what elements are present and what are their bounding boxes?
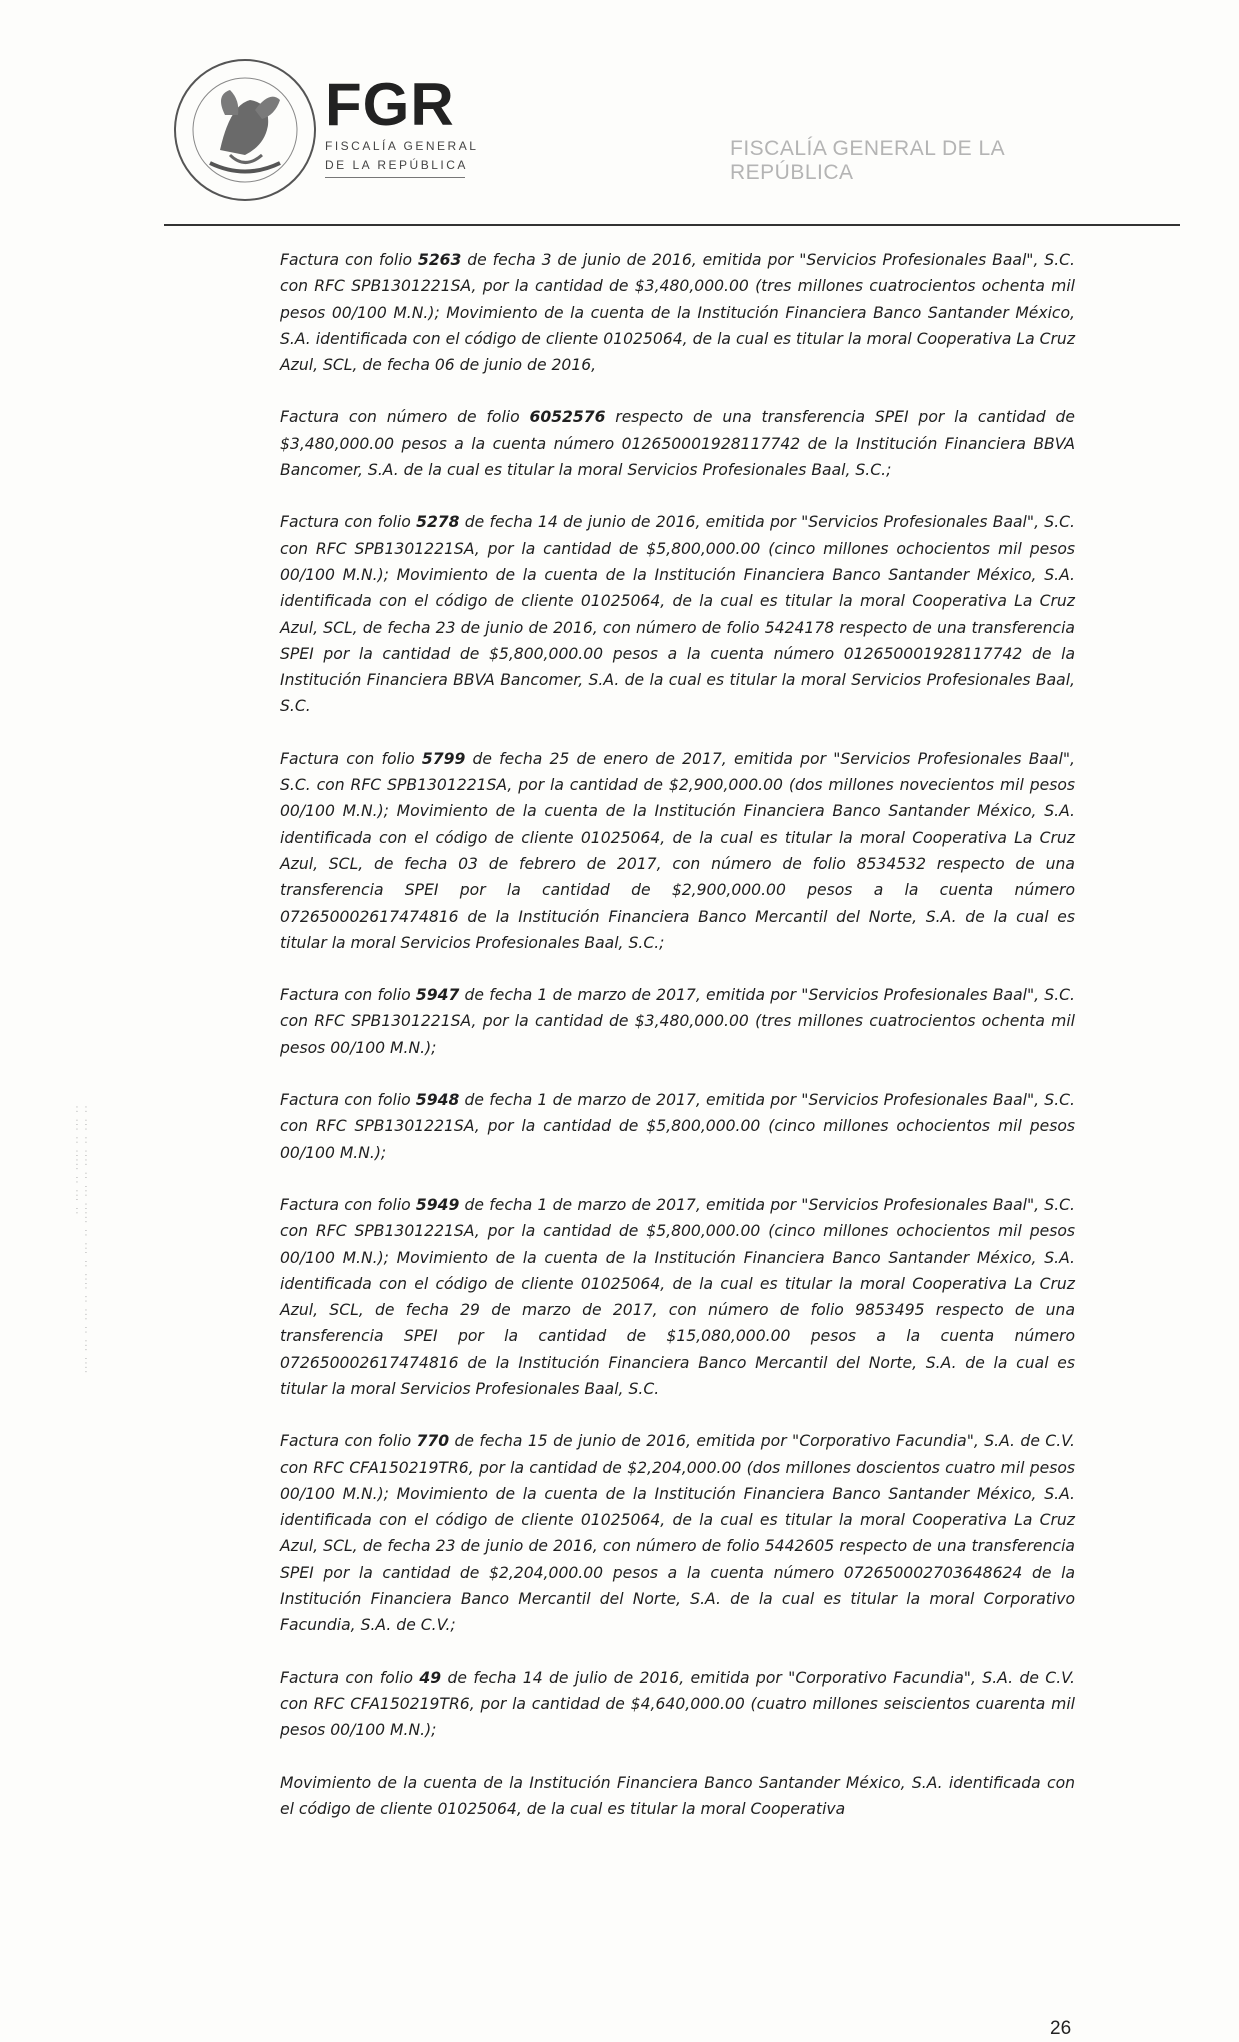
brand-underline [325, 177, 465, 178]
folio-number: 5947 [415, 986, 460, 1005]
brand-subtitle-line2: DE LA REPÚBLICA [325, 158, 468, 172]
paragraph-text: Factura con folio [280, 513, 417, 532]
paragraph-text: de fecha 14 de junio de 2016, emitida por "Servicios Profesionales Baal", S.C. con RFC SPB1301221SA, por la cantidad de $5,800,000.00 (cinco millones ochocientos mil pesos 00/100 M.N.); Movimiento de la cuenta de la Institución Financiera Banco Santander México, S.A. identificada con el código de cliente 01025064, de la cual es titular la moral Cooperativa La Cruz Azul, SCL, de fecha 23 de junio de 2016, con número de folio 5424178 respecto de una transferencia SPEI por la cantidad de $5,800,000.00 pesos a la cuenta número 012650001928117742 de la Institución Financiera BBVA Bancomer, S.A. de la cual es titular la moral Servicios Profesionales Baal, S.C. [280, 513, 1075, 716]
folio-number: 770 [416, 1432, 450, 1451]
invoice-paragraph [280, 982, 1075, 1061]
invoice-paragraph [280, 1192, 1075, 1402]
invoice-paragraph [280, 746, 1075, 956]
invoice-paragraph [280, 509, 1075, 719]
folio-number: 5799 [421, 749, 466, 768]
side-verification-stamp: ·· ··· ·· ···· ·· ··· ····· ·· ··· ·· ···· ·· ··· ·· ··· ···· ·· ··· ·· ····· ·· ··· ·· [73, 1105, 90, 1375]
paragraph-text: Factura con folio [280, 1432, 417, 1451]
invoice-paragraph [280, 404, 1075, 483]
paragraph-text: Factura con folio [280, 1195, 416, 1214]
paragraph-text: de fecha 14 de julio de 2016, emitida por "Corporativo Facundia", S.A. de C.V. con RFC CFA150219TR6, por la cantidad de $4,640,000.00 (cuatro millones seiscientos cuarenta mil pesos 00/100 M.N.); [280, 1668, 1075, 1740]
paragraph-text: Factura con folio [280, 1091, 416, 1110]
fgr-acronym: FGR [325, 71, 455, 138]
brand-subtitle-line1: FISCALÍA GENERAL [325, 139, 479, 153]
paragraph-text: de fecha 15 de junio de 2016, emitida por "Corporativo Facundia", S.A. de C.V. con RFC CFA150219TR6, por la cantidad de $2,204,000.00 (dos millones doscientos cuatro mil pesos 00/100 M.N.); Movimiento de la cuenta de la Institución Financiera Banco Santander México, S.A. identificada con el código de cliente 01025064, de la cual es titular la moral Cooperativa La Cruz Azul, SCL, de fecha 23 de junio de 2016, con número de folio 5442605 respecto de una transferencia SPEI por la cantidad de $2,204,000.00 pesos a la cuenta número 072650002703648624 de la Institución Financiera Banco Mercantil del Norte, S.A. de la cual es titular la moral Corporativo Facundia, S.A. de C.V.; [280, 1432, 1075, 1635]
folio-number: 5949 [415, 1195, 460, 1214]
paragraph-text: Movimiento de la cuenta de la Institución Financiera Banco Santander México, S.A. identificada con el código de cliente 01025064, de la cual es titular la moral Cooperativa [280, 1773, 1075, 1818]
paragraph-text: Factura con folio [280, 1668, 420, 1687]
folio-number: 5278 [416, 513, 460, 532]
paragraph-text: de fecha 25 de enero de 2017, emitida por "Servicios Profesionales Baal", S.C. con RFC SPB1301221SA, por la cantidad de $2,900,000.00 (dos millones novecientos mil pesos 00/100 M.N.); Movimiento de la cuenta de la Institución Financiera Banco Santander México, S.A. identificada con el código de cliente 01025064, de la cual es titular la moral Cooperativa La Cruz Azul, SCL, de fecha 03 de febrero de 2017, con número de folio 8534532 respecto de una transferencia SPEI por la cantidad de $2,900,000.00 pesos a la cuenta número 072650002617474816 de la Institución Financiera Banco Mercantil del Norte, S.A. de la cual es titular la moral Servicios Profesionales Baal, S.C.; [280, 749, 1075, 952]
mexican-coat-of-arms-seal-icon [170, 55, 320, 205]
folio-number: 6052576 [529, 408, 606, 427]
paragraph-text: Factura con folio [280, 749, 422, 768]
folio-number: 49 [419, 1668, 442, 1687]
header-divider [164, 224, 1180, 226]
paragraph-text: de fecha 1 de marzo de 2017, emitida por "Servicios Profesionales Baal", S.C. con RFC SPB1301221SA, por la cantidad de $5,800,000.00 (cinco millones ochocientos mil pesos 00/100 M.N.); [280, 1091, 1075, 1162]
header-institution-title: FISCALÍA GENERAL DE LA REPÚBLICA [730, 137, 1004, 184]
paragraph-text: de fecha 1 de marzo de 2017, emitida por "Servicios Profesionales Baal", S.C. con RFC SPB1301221SA, por la cantidad de $3,480,000.00 (tres millones cuatrocientos ochenta mil pesos 00/100 M.N.); [280, 986, 1075, 1057]
invoice-paragraph [280, 1770, 1075, 1823]
paragraph-text: de fecha 3 de junio de 2016, emitida por "Servicios Profesionales Baal", S.C. con RFC SPB1301221SA, por la cantidad de $3,480,000.00 (tres millones cuatrocientos ochenta mil pesos 00/100 M.N.); Movimiento de la cuenta de la Institución Financiera Banco Santander México, S.A. identificada con el código de cliente 01025064, de la cual es titular la moral Cooperativa La Cruz Azul, SCL, de fecha 06 de junio de 2016, [280, 251, 1075, 375]
paragraph-text: Factura con número de folio [280, 408, 530, 427]
invoice-paragraph [280, 1087, 1075, 1166]
page-number: 26 [1050, 2018, 1072, 2039]
folio-number: 5263 [417, 251, 462, 269]
invoice-paragraph [280, 1665, 1075, 1744]
paragraph-text: Factura con folio [280, 251, 418, 269]
paragraph-text: Factura con folio [280, 986, 416, 1005]
paragraph-text: respecto de una transferencia SPEI por la cantidad de $3,480,000.00 pesos a la cuenta número 012650001928117742 de la Institución Financiera BBVA Bancomer, S.A. de la cual es titular la moral Servicios Profesionales Baal, S.C.; [280, 408, 1076, 480]
document-body [280, 247, 1075, 1848]
folio-number: 5948 [415, 1091, 460, 1110]
fgr-brand [325, 71, 479, 178]
paragraph-text: de fecha 1 de marzo de 2017, emitida por "Servicios Profesionales Baal", S.C. con RFC SPB1301221SA, por la cantidad de $5,800,000.00 (cinco millones ochocientos mil pesos 00/100 M.N.); Movimiento de la cuenta de la Institución Financiera Banco Santander México, S.A. identificada con el código de cliente 01025064, de la cual es titular la moral Cooperativa La Cruz Azul, SCL, de fecha 29 de marzo de 2017, con número de folio 9853495 respecto de una transferencia SPEI por la cantidad de $15,080,000.00 pesos a la cuenta número 072650002617474816 de la Institución Financiera Banco Mercantil del Norte, S.A. de la cual es titular la moral Servicios Profesionales Baal, S.C. [280, 1195, 1075, 1398]
letterhead [170, 55, 1090, 185]
invoice-paragraph [280, 247, 1075, 378]
invoice-paragraph [280, 1428, 1075, 1638]
